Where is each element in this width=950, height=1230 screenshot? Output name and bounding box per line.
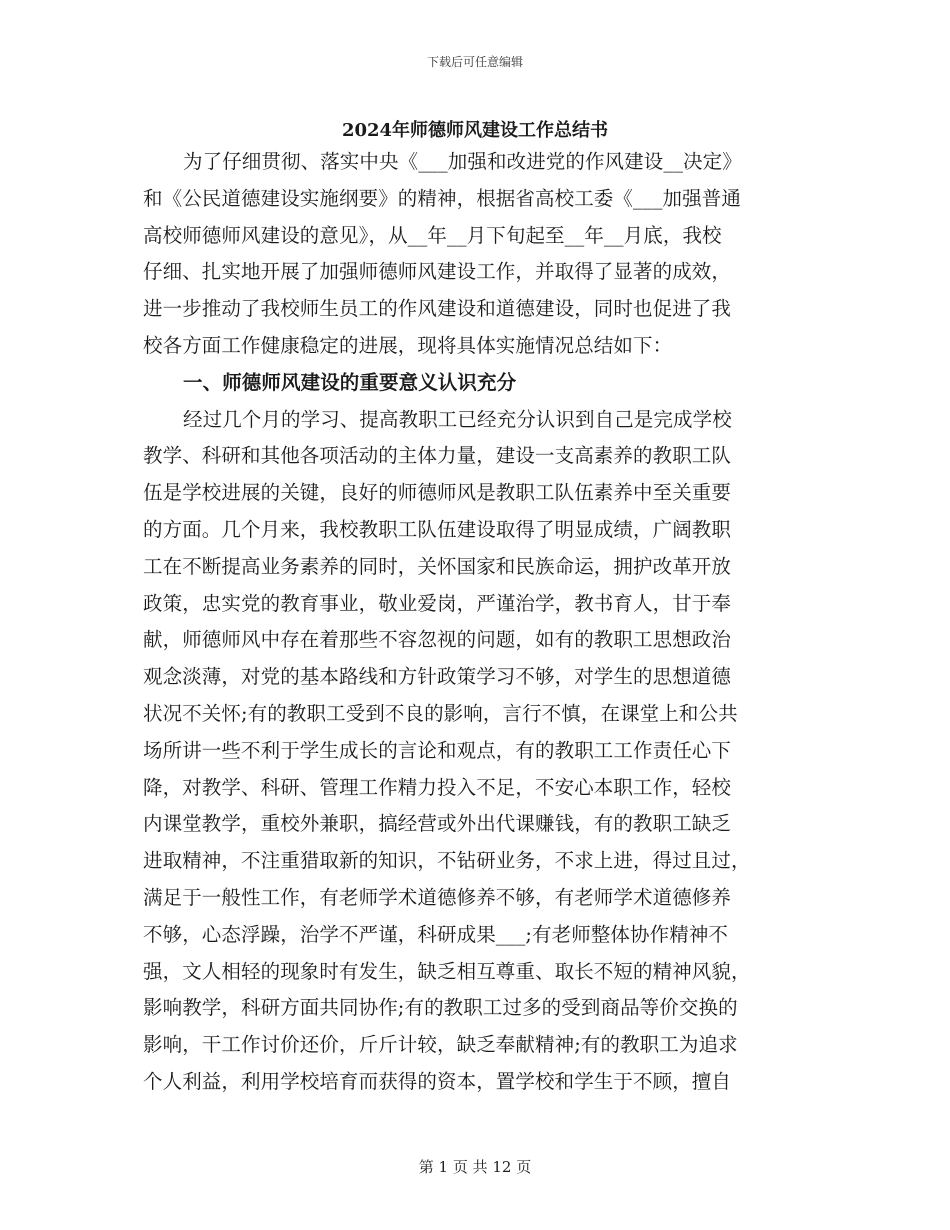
text-line: 校各方面工作健康稳定的进展，现将具体实施情况总结如下： <box>143 333 673 357</box>
text-line: 内课堂教学，重校外兼职，搞经营或外出代课赚钱，有的教职工缺乏 <box>143 812 732 836</box>
text-line: 进一步推动了我校师生员工的作风建设和道德建设，同时也促进了我 <box>143 297 732 321</box>
text-line: 强，文人相轻的现象时有发生，缺乏相互尊重、取长不短的精神风貌， <box>143 959 751 983</box>
section-heading: 一、师德师风建设的重要意义认识充分 <box>183 370 517 394</box>
text-line: 降，对教学、科研、管理工作精力投入不足，不安心本职工作，轻校 <box>143 775 732 799</box>
document-body <box>143 144 808 1101</box>
text-line: 伍是学校进展的关键，良好的师德师风是教职工队伍素养中至关重要 <box>143 481 732 505</box>
text-line: 经过几个月的学习、提高教职工已经充分认识到自己是完成学校 <box>183 407 732 431</box>
text-line: 献，师德师风中存在着那些不容忽视的问题，如有的教职工思想政治 <box>143 628 732 652</box>
text-line: 进取精神，不注重猎取新的知识，不钻研业务，不求上进，得过且过， <box>143 849 751 873</box>
text-line: 场所讲一些不利于学生成长的言论和观点，有的教职工工作责任心下 <box>143 738 732 762</box>
page-number: 第 1 页 共 12 页 <box>418 1158 532 1176</box>
text-line: 观念淡薄，对党的基本路线和方针政策学习不够，对学生的思想道德 <box>143 665 732 689</box>
text-line: 影响教学，科研方面共同协作;有的教职工过多的受到商品等价交换的 <box>143 996 738 1020</box>
text-line: 仔细、扎实地开展了加强师德师风建设工作，并取得了显著的成效， <box>143 260 732 284</box>
text-line: 不够，心态浮躁，治学不严谨，科研成果___;有老师整体协作精神不 <box>143 922 729 946</box>
text-line: 教学、科研和其他各项活动的主体力量，建设一支高素养的教职工队 <box>143 444 732 468</box>
text-line: 和《公民道德建设实施纲要》的精神，根据省高校工委《___加强普通 <box>143 186 741 210</box>
header-note: 下载后可任意编辑 <box>426 55 523 69</box>
text-line: 状况不关怀;有的教职工受到不良的影响，言行不慎，在课堂上和公共 <box>143 701 738 725</box>
text-line: 影响，干工作讨价还价，斤斤计较，缺乏奉献精神;有的教职工为追求 <box>143 1033 738 1057</box>
document-title: 2024年师德师风建设工作总结书 <box>341 120 609 141</box>
text-line: 个人利益，利用学校培育而获得的资本，置学校和学生于不顾，擅自 <box>143 1069 732 1093</box>
text-line: 满足于一般性工作，有老师学术道德修养不够，有老师学术道德修养 <box>143 885 732 909</box>
text-line: 工在不断提高业务素养的同时，关怀国家和民族命运，拥护改革开放 <box>143 554 732 578</box>
text-line: 的方面。几个月来，我校教职工队伍建设取得了明显成绩，广阔教职 <box>143 517 732 541</box>
text-line: 政策，忠实党的教育事业，敬业爱岗，严谨治学，教书育人，甘于奉 <box>143 591 732 615</box>
text-line: 为了仔细贯彻、落实中央《___加强和改进党的作风建设__决定》 <box>183 150 742 173</box>
text-line: 高校师德师风建设的意见》，从__年__月下旬起至__年__月底，我校 <box>143 223 722 247</box>
